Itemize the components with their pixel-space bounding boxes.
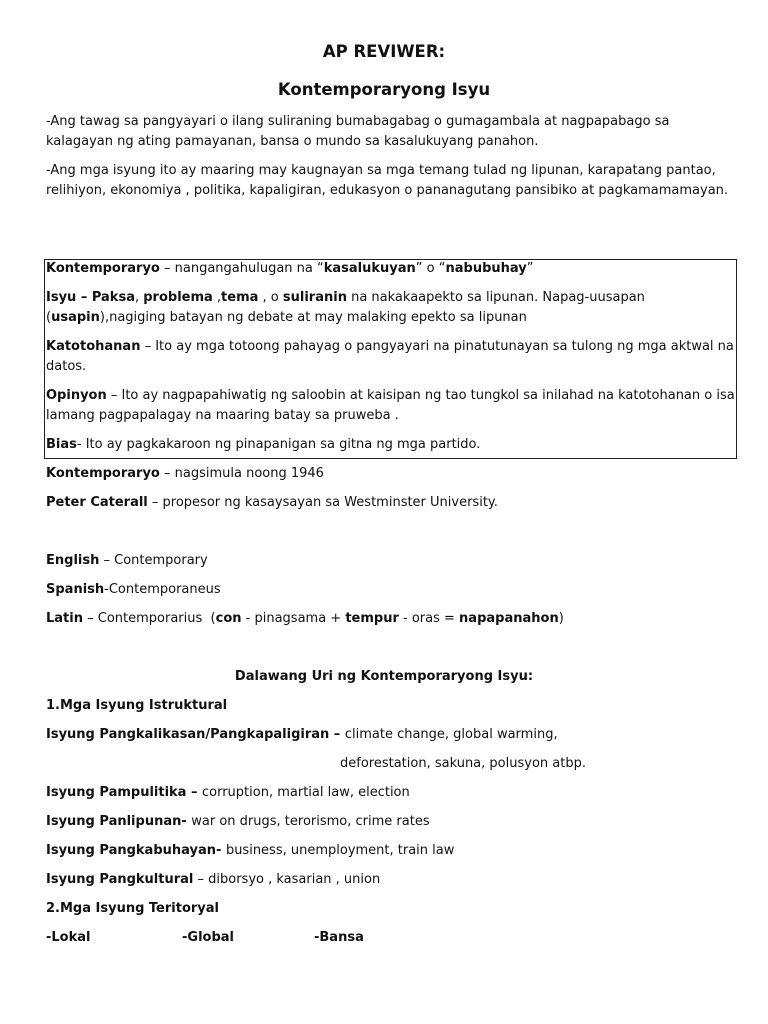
text: – Contemporary [99, 553, 208, 568]
text: – Contemporarius ( [82, 611, 216, 626]
territorial-heading: 2.Mga Isyung Teritoryal [46, 901, 219, 916]
keyword: nabubuhay [445, 261, 527, 276]
keyword: suliranin [282, 290, 347, 305]
territorial-item-lokal: -Lokal [46, 930, 91, 945]
term: Latin [46, 611, 83, 626]
definition-opinyon [46, 386, 736, 426]
document-subtitle: Kontemporaryong Isyu [277, 80, 491, 99]
structural-item [46, 872, 380, 887]
structural-item [46, 785, 410, 800]
keyword: problema [143, 290, 213, 305]
text: ),nagiging batayan ng debate at may malaking epekto sa lipunan [99, 310, 527, 325]
text: corruption, martial law, election [202, 785, 410, 800]
structural-item [46, 727, 558, 742]
text: ” o “ [415, 261, 446, 276]
text: - oras = [398, 611, 460, 626]
term: Isyung Pangkultural [46, 872, 194, 887]
text: ” [526, 261, 534, 276]
structural-item [46, 814, 430, 829]
fact-kontemporaryo [46, 466, 324, 481]
definition-bias [46, 435, 736, 455]
text: , [212, 290, 222, 305]
term: Opinyon [46, 388, 107, 403]
term: Isyung Panlipunan- [46, 814, 192, 829]
territorial-item-bansa: -Bansa [314, 930, 364, 945]
term: English [46, 553, 100, 568]
term: Isyung Pampulitika – [46, 785, 202, 800]
definition-katotohanan [46, 337, 736, 377]
term: Isyung Pangkabuhayan- [46, 843, 226, 858]
intro-paragraph-2: -Ang mga isyung ito ay maaring may kaugnayan sa mga temang tulad ng lipunan, karapatang pantao, relihiyon, ekonomiya , politika, kapaligiran, edukasyon o pananagutang pansibiko at pagkamamamayan. [46, 163, 729, 198]
text: – Ito ay mga totoong pahayag o pangyayari na pinatutunayan sa tulong ng mga aktwal na datos. [46, 339, 734, 374]
term: Kontemporaryo [46, 261, 160, 276]
text: war on drugs, terorismo, crime rates [191, 814, 430, 829]
etymology-spanish [46, 582, 221, 597]
text: ) [558, 611, 564, 626]
text: - Ito ay pagkakaroon ng pinapanigan sa gitna ng mga partido. [76, 437, 481, 452]
term: Isyu – Paksa [46, 290, 135, 305]
term: Isyung Pangkalikasan/Pangkapaligiran – [46, 727, 345, 742]
term: Kontemporaryo [46, 466, 160, 481]
text: – diborsyo , kasarian , union [193, 872, 381, 887]
text: na nakakaapekto sa lipunan. Napag-uusapan ( [46, 290, 645, 325]
etymology-latin [46, 611, 564, 626]
definition-isyu [46, 288, 736, 328]
term: Bias [46, 437, 77, 452]
structural-heading: 1.Mga Isyung Istruktural [46, 698, 228, 713]
text: – Ito ay nagpapahiwatig ng saloobin at kaisipan ng tao tungkol sa inilahad na katotohanan o isa lamang pagpapalagay na maaring batay sa pruweba . [46, 388, 735, 423]
keyword: tema [221, 290, 259, 305]
text: , o [258, 290, 283, 305]
etymology-english [46, 553, 208, 568]
term: Katotohanan [46, 339, 141, 354]
types-heading: Dalawang Uri ng Kontemporaryong Isyu: [234, 669, 534, 684]
term: Peter Caterall [46, 495, 148, 510]
definition-kontemporaryo [46, 259, 736, 279]
text: - pinagsama + [241, 611, 346, 626]
keyword: usapin [51, 310, 100, 325]
document-title: AP REVIWER: [322, 42, 446, 61]
text: climate change, global warming, [344, 727, 558, 742]
keyword: tempur [345, 611, 399, 626]
keyword: con [215, 611, 242, 626]
text: deforestation, sakuna, polusyon atbp. [340, 756, 586, 771]
text: business, unemployment, train law [225, 843, 455, 858]
fact-peter-caterall [46, 495, 498, 510]
structural-item [46, 843, 454, 858]
structural-item-continuation [340, 756, 586, 771]
intro-paragraph-1: -Ang tawag sa pangyayari o ilang suliraning bumabagabag o gumagambala at nagpapabago sa kalagayan ng ating pamayanan, bansa o mundo sa kasalukuyang panahon. [46, 114, 670, 149]
text: , [134, 290, 144, 305]
text: – nagsimula noong 1946 [159, 466, 324, 481]
text: – nangangahulugan na “ [159, 261, 324, 276]
keyword: kasalukuyan [323, 261, 416, 276]
term: Spanish [46, 582, 105, 597]
text: – propesor ng kasaysayan sa Westminster University. [147, 495, 498, 510]
keyword: napapanahon [459, 611, 559, 626]
text: -Contemporaneus [104, 582, 221, 597]
territorial-item-global: -Global [182, 930, 234, 945]
